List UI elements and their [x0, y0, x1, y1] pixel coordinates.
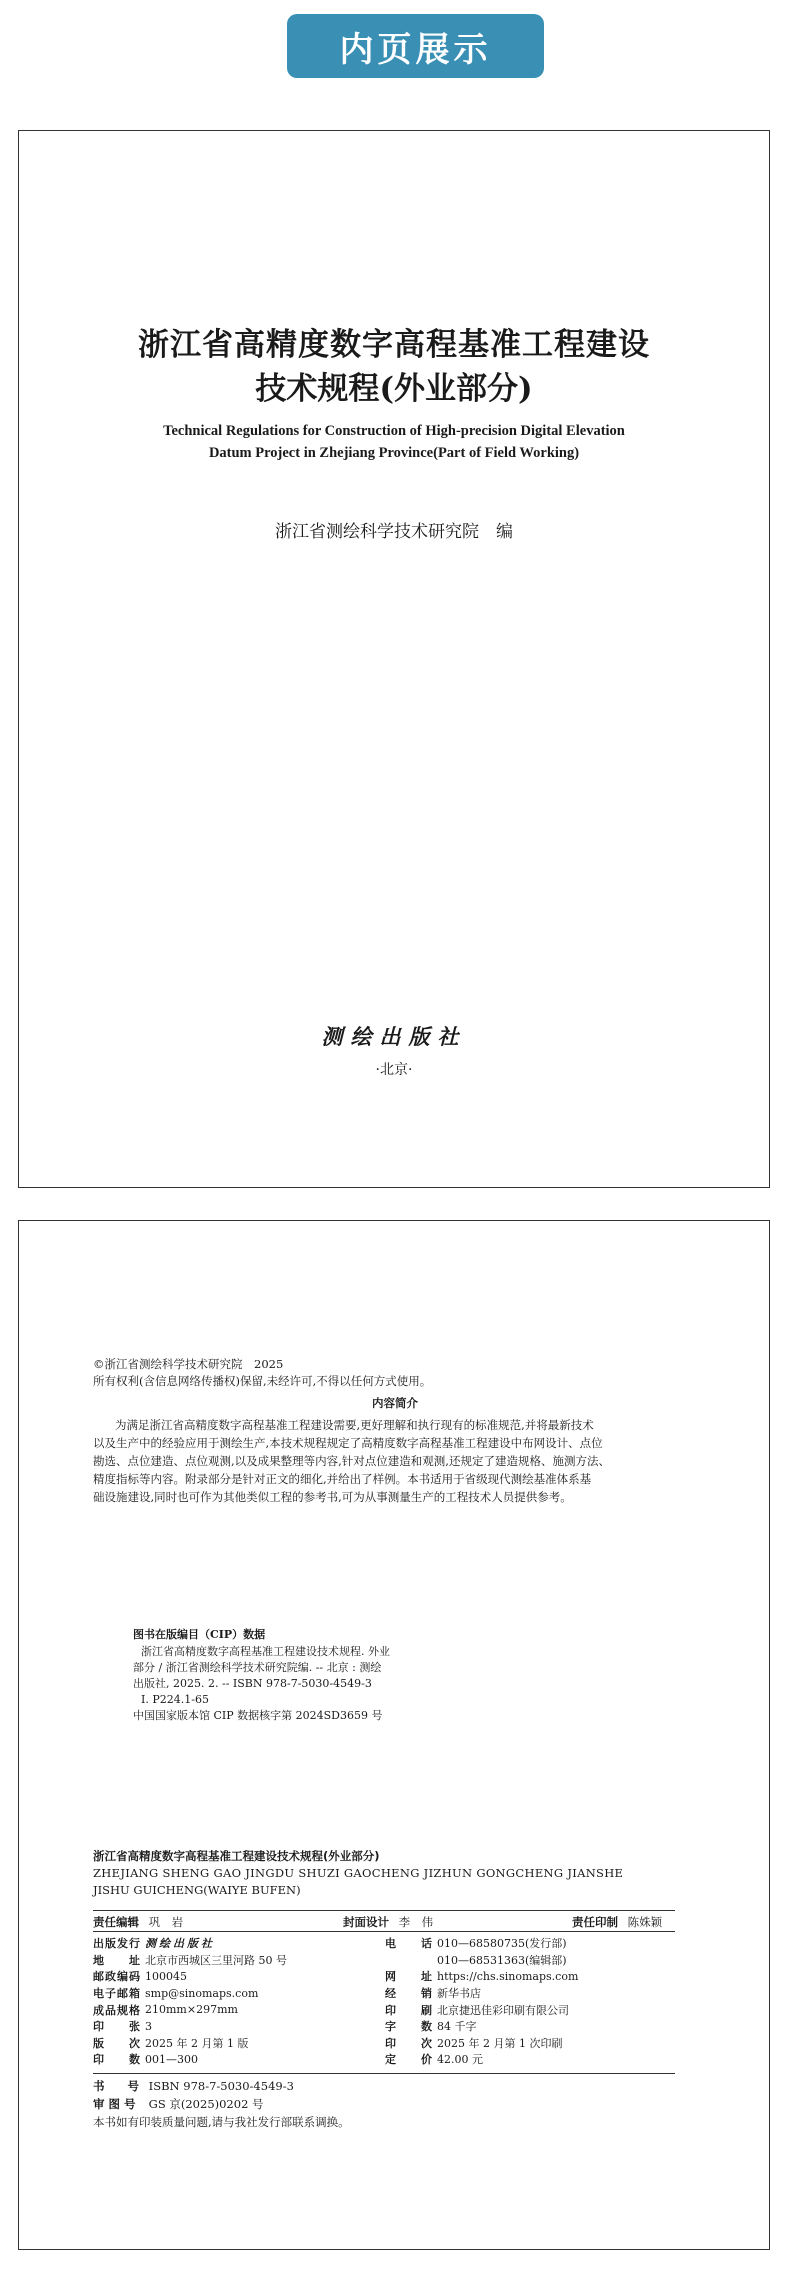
print-label: 责任印制 [572, 1915, 618, 1929]
isbn-value: ISBN 978-7-5030-4549-3 [148, 2079, 294, 2093]
cip-heading: 图书在版编目（CIP）数据 [133, 1628, 266, 1641]
publisher-city: ·北京· [375, 1062, 413, 1078]
info-key: 经 销 [385, 1987, 433, 2001]
info-value: 100045 [145, 1969, 187, 1983]
english-title-line1: Technical Regulations for Construction of High-precision Digital Elevation [163, 423, 625, 439]
info-row [93, 2035, 675, 2052]
cip-line: 浙江省高精度数字高程基准工程建设技术规程. 外业 [141, 1645, 390, 1658]
info-row [93, 1968, 675, 1985]
info-row [93, 1985, 675, 2002]
info-key: 成品规格 [93, 2003, 141, 2017]
info-value: https://chs.sinomaps.com [437, 1969, 579, 1983]
divider [93, 1931, 675, 1932]
summary-block [93, 1416, 683, 1506]
author: 浙江省测绘科学技术研究院 编 [275, 522, 513, 542]
isbn-line [93, 2078, 294, 2094]
info-key: 电 话 [385, 1937, 433, 1951]
copyright-line: ©浙江省测绘科学技术研究院 2025 [93, 1357, 284, 1371]
divider [93, 1910, 675, 1911]
summary-line: 为满足浙江省高精度数字高程基准工程建设需要,更好理解和执行现有的标准规范,并将最新技术 [115, 1418, 594, 1432]
summary-heading: 内容简介 [372, 1396, 418, 1410]
cip-line: 中国国家版本馆 CIP 数据核字第 2024SD3659 号 [133, 1709, 383, 1722]
rights-line: 所有权利(含信息网络传播权)保留,未经许可,不得以任何方式使用。 [93, 1374, 432, 1388]
info-key: 邮政编码 [93, 1970, 141, 1984]
editor-name: 巩 岩 [148, 1915, 184, 1929]
editor-credit [93, 1914, 183, 1930]
info-row [93, 2001, 675, 2018]
editor-label: 责任编辑 [93, 1915, 139, 1929]
cover-name: 李 伟 [398, 1915, 434, 1929]
info-key: 字 数 [385, 2020, 433, 2034]
info-value: 010—68580735(发行部) [437, 1937, 567, 1951]
info-row [93, 2051, 675, 2068]
info-key: 地 址 [93, 1953, 141, 1967]
info-key: 网 址 [385, 1970, 433, 1984]
cip-line: 出版社, 2025. 2. -- ISBN 978-7-5030-4549-3 [133, 1677, 372, 1690]
info-row [93, 1935, 675, 1952]
print-name: 陈姝颖 [627, 1915, 663, 1929]
summary-line: 勘选、点位建造、点位观测,以及成果整理等内容,针对点位建造和观测,还规定了建造规格、施测方法、 [93, 1454, 610, 1468]
isbn-label: 书 号 [93, 2079, 139, 2093]
info-value: 北京捷迅佳彩印刷有限公司 [437, 2003, 569, 2017]
info-value: 北京市西城区三里河路 50 号 [145, 1953, 287, 1967]
title-page [18, 130, 770, 1188]
info-key: 印 次 [385, 2036, 433, 2050]
info-key: 电子邮箱 [93, 1987, 141, 2001]
book-title-cn: 浙江省高精度数字高程基准工程建设技术规程(外业部分) [93, 1849, 380, 1863]
info-value: 010—68531363(编辑部) [437, 1953, 567, 1967]
info-value: 2025 年 2 月第 1 次印刷 [437, 2036, 563, 2050]
divider [93, 2073, 675, 2074]
info-row [93, 1952, 675, 1969]
info-value: smp@sinomaps.com [145, 1986, 259, 2000]
info-key: 版 次 [93, 2036, 141, 2050]
book-title-line1: 浙江省高精度数字高程基准工程建设 [138, 327, 650, 363]
publisher-logo: 测绘出版社 [321, 1024, 467, 1049]
book-title-line2: 技术规程(外业部分) [255, 371, 533, 407]
info-value: 84 千字 [437, 2020, 477, 2034]
info-key: 定 价 [385, 2053, 433, 2067]
info-key: 印 数 [93, 2053, 141, 2067]
cip-line: Ⅰ. P224.1-65 [141, 1693, 209, 1706]
info-value: 2025 年 2 月第 1 版 [145, 2036, 249, 2050]
book-title-pinyin-2: JISHU GUICHENG(WAIYE BUFEN) [93, 1883, 301, 1897]
info-value: 210mm×297mm [145, 2003, 238, 2017]
cip-block [133, 1644, 390, 1724]
info-value: 42.00 元 [437, 2053, 483, 2067]
info-value: 测绘出版社 [145, 1937, 215, 1951]
print-credit [572, 1914, 662, 1930]
quality-notice: 本书如有印装质量问题,请与我社发行部联系调换。 [93, 2115, 350, 2129]
info-row [93, 2018, 675, 2035]
review-label: 审 图 号 [93, 2097, 136, 2111]
summary-line: 以及生产中的经验应用于测绘生产,本技术规程规定了高精度数字高程基准工程建设中布网设计、点位 [93, 1436, 603, 1450]
cip-line: 部分 / 浙江省测绘科学技术研究院编. -- 北京 : 测绘 [133, 1661, 382, 1674]
info-value: 3 [145, 2019, 152, 2033]
cover-credit [343, 1914, 433, 1930]
summary-line: 础设施建设,同时也可作为其他类似工程的参考书,可为从事测量生产的工程技术人员提供参考。 [93, 1490, 572, 1504]
page-banner: 内页展示 [287, 14, 544, 78]
info-value: 新华书店 [437, 1987, 481, 2001]
review-line [93, 2096, 264, 2112]
cover-label: 封面设计 [343, 1915, 389, 1929]
info-value: 001—300 [145, 2052, 198, 2066]
english-title-line2: Datum Project in Zhejiang Province(Part of Field Working) [208, 445, 580, 461]
info-key: 出版发行 [93, 1937, 141, 1951]
book-title-pinyin-1: ZHEJIANG SHENG GAO JINGDU SHUZI GAOCHENG JIZHUN GONGCHENG JIANSHE [93, 1866, 624, 1880]
info-key: 印 刷 [385, 2003, 433, 2017]
publication-info-table [93, 1935, 675, 2068]
info-key: 印 张 [93, 2020, 141, 2034]
summary-line: 精度指标等内容。附录部分是针对正文的细化,并给出了样例。本书适用于省级现代测绘基准体系基 [93, 1472, 592, 1486]
review-value: GS 京(2025)0202 号 [148, 2097, 264, 2111]
